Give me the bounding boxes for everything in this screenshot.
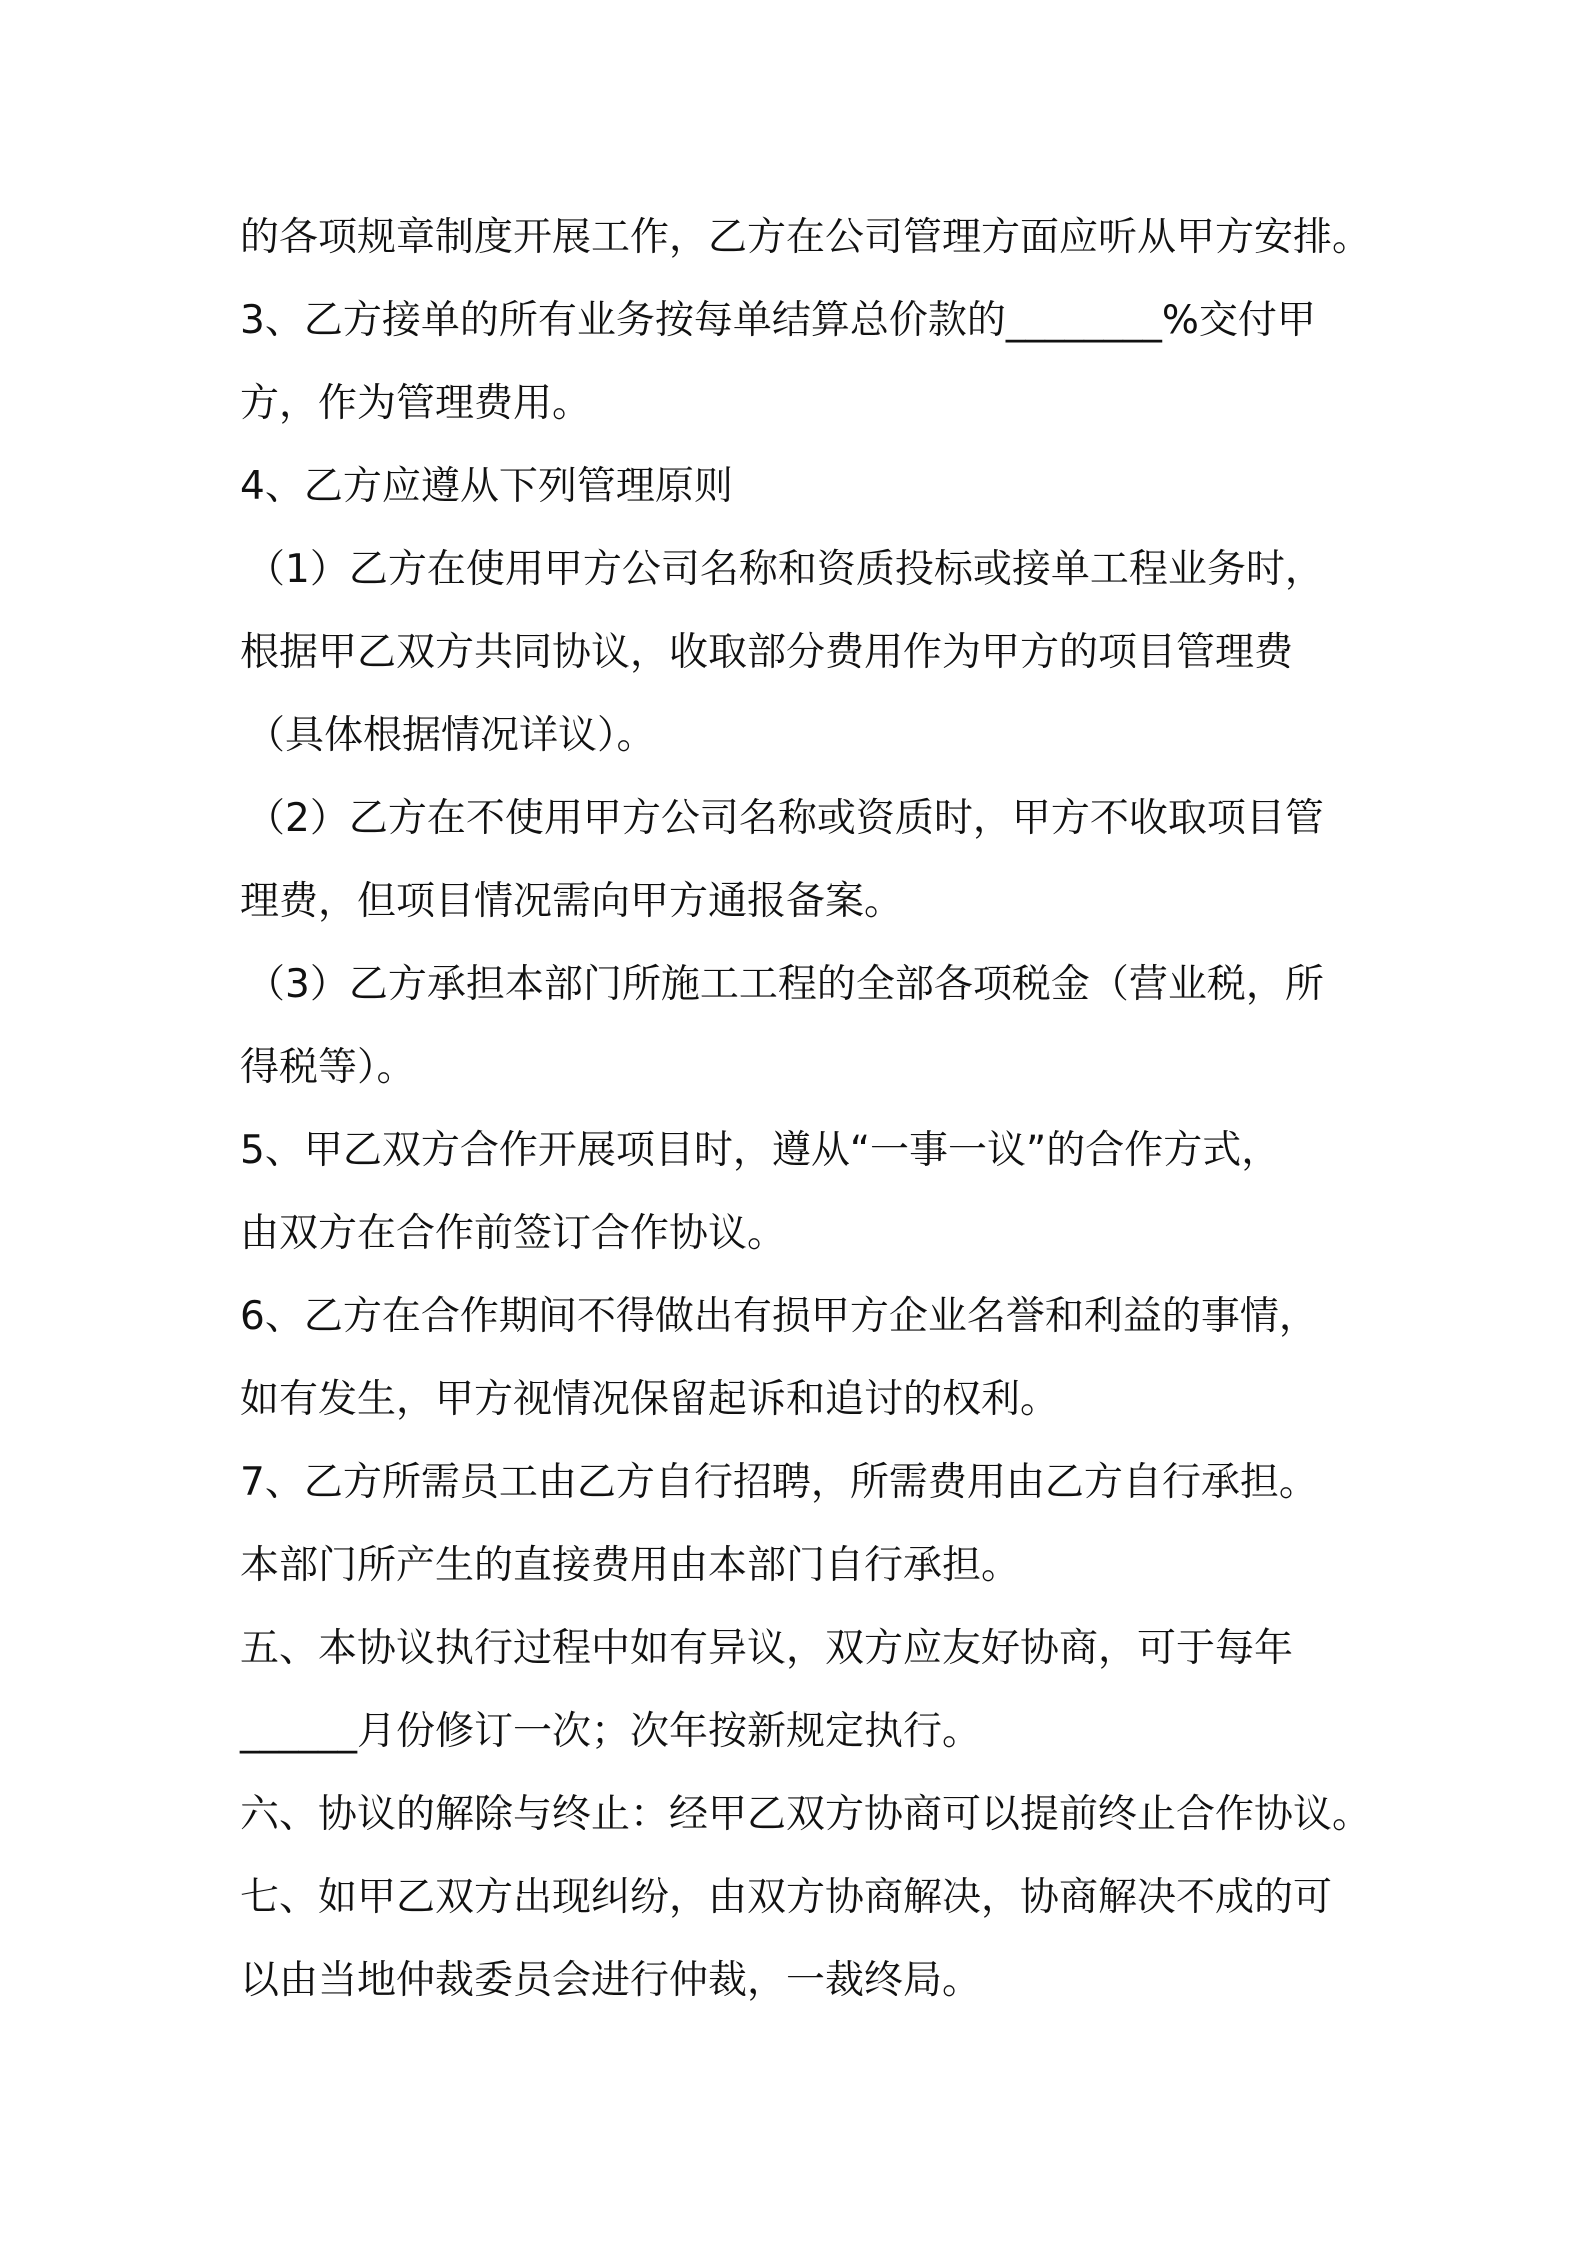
text-line: 如有发生，甲方视情况保留起诉和追讨的权利。	[240, 1377, 1060, 1422]
text-line: 的各项规章制度开展工作，乙方在公司管理方面应听从甲方安排。	[240, 215, 1372, 260]
text-line: 6、乙方在合作期间不得做出有损甲方企业名誉和利益的事情，	[240, 1294, 1318, 1339]
text-line: 五、本协议执行过程中如有异议，双方应友好协商，可于每年	[240, 1626, 1294, 1671]
text-line: 七、如甲乙双方出现纠纷，由双方协商解决，协商解决不成的可	[240, 1875, 1333, 1920]
text-line: 7、乙方所需员工由乙方自行招聘，所需费用由乙方自行承担。	[240, 1460, 1318, 1505]
text-line: 3、乙方接单的所有业务按每单结算总价款的________%交付甲	[240, 298, 1316, 343]
text-line: 由双方在合作前签订合作协议。	[240, 1211, 787, 1256]
text-line: （1）乙方在使用甲方公司名称和资质投标或接单工程业务时，	[246, 547, 1324, 592]
text-line: 六、协议的解除与终止：经甲乙双方协商可以提前终止合作协议。	[240, 1792, 1372, 1837]
text-line: 方，作为管理费用。	[240, 381, 592, 426]
text-line: 4、乙方应遵从下列管理原则	[240, 464, 733, 509]
text-line: （2）乙方在不使用甲方公司名称或资质时，甲方不收取项目管	[246, 796, 1324, 841]
document-body	[240, 196, 1370, 2022]
text-line: 5、甲乙双方合作开展项目时，遵从“一事一议”的合作方式，	[240, 1128, 1281, 1173]
text-line: （具体根据情况详议）。	[246, 713, 656, 758]
text-line: 根据甲乙双方共同协议，收取部分费用作为甲方的项目管理费	[240, 630, 1294, 675]
text-line: 得税等）。	[240, 1045, 416, 1090]
text-line: ______月份修订一次；次年按新规定执行。	[240, 1709, 982, 1754]
text-line: （3）乙方承担本部门所施工工程的全部各项税金（营业税，所	[246, 962, 1324, 1007]
text-line: 本部门所产生的直接费用由本部门自行承担。	[240, 1543, 1021, 1588]
text-line: 以由当地仲裁委员会进行仲裁，一裁终局。	[240, 1958, 982, 2003]
text-line: 理费，但项目情况需向甲方通报备案。	[240, 879, 904, 924]
